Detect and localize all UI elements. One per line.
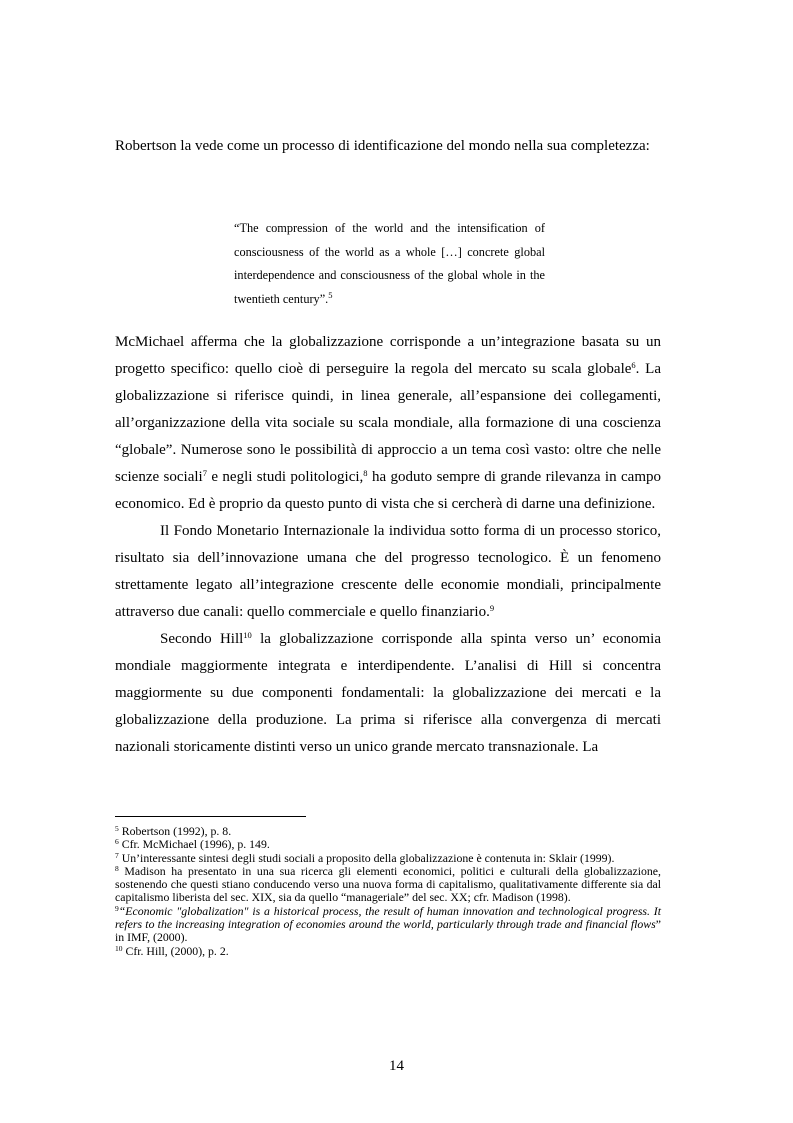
footnote-10 bbox=[115, 945, 661, 958]
footnote-6 bbox=[115, 838, 661, 851]
footnote-9 bbox=[115, 905, 661, 945]
page-number: 14 bbox=[389, 1058, 404, 1074]
footnote-7 bbox=[115, 852, 661, 865]
text-span: la globalizzazione corrisponde alla spinta verso un’ economia mondiale maggiormente integrata e interdipendente. L’analisi di Hill si concentra maggiormente su due componenti fondamentali: la globalizzazione dei mercati e la globalizzazione della produzione. La prima si riferisce alla convergenza di mercati nazionali storicamente distinti verso un unico grande mercato transnazionale. La bbox=[115, 631, 661, 755]
footnote-text: Cfr. Hill, (2000), p. 2. bbox=[122, 943, 229, 958]
footnote-ref-7[interactable]: 7 bbox=[202, 468, 207, 478]
paragraph-mcmichael bbox=[115, 329, 661, 518]
footnote-number: 5 bbox=[115, 824, 119, 833]
footnote-number: 10 bbox=[115, 943, 123, 953]
text-span: Il Fondo Monetario Internazionale la individua sotto forma di un processo storico, risultato sia dell’innovazione umana che del progresso tecnologico. È un fenomeno strettamente legato all’integrazione crescente delle economie mondiali, principalmente attraverso due canali: quello commerciale e quello finanziario. bbox=[115, 523, 661, 620]
footnote-text: Madison ha presentato in una sua ricerca gli elementi economici, politici e culturali della globalizzazione, sostenendo che questi stiano conducendo verso una nuova forma di capitalismo, qualitativamente differente sia dal capitalismo liberista del sec. XIX, sia da quello “manageriale” del sec. XX; cfr. Madison (1998). bbox=[115, 863, 661, 905]
footnote-italic-text: “Economic "globalization" is a historical process, the result of human innovation and technological progress. It refers to the increasing integration of economies around the world, particularly through trade and financial flows bbox=[115, 903, 661, 932]
footnote-number: 6 bbox=[115, 837, 119, 847]
footnote-ref-10[interactable]: 10 bbox=[243, 630, 252, 640]
footnote-number: 9 bbox=[115, 903, 119, 913]
footnote-ref-9[interactable]: 9 bbox=[489, 603, 495, 613]
text-span: e negli studi politologici, bbox=[206, 469, 364, 485]
footnote-8 bbox=[115, 865, 661, 905]
intro-paragraph bbox=[115, 133, 661, 160]
footnote-ref-6[interactable]: 6 bbox=[631, 360, 636, 370]
footnote-separator bbox=[115, 816, 306, 817]
footnotes bbox=[115, 825, 661, 958]
block-quote bbox=[234, 217, 545, 311]
paragraph-imf bbox=[115, 518, 661, 626]
paragraph-hill bbox=[115, 626, 661, 761]
footnote-number: 8 bbox=[115, 863, 119, 873]
footnote-ref-5[interactable]: 5 bbox=[328, 289, 333, 300]
footnote-text: Cfr. McMichael (1996), p. 149. bbox=[118, 837, 270, 852]
main-text bbox=[115, 329, 661, 761]
footnote-ref-8[interactable]: 8 bbox=[363, 468, 368, 478]
text-span: . La globalizzazione si riferisce quindi, in linea generale, all’espansione dei collegamenti, all’organizzazione della vita sociale su scala mondiale, alla formazione di una coscienza “globale”. Numerose sono le possibilità di approccio a un tema così vasto: oltre che nelle scienze sociali bbox=[115, 361, 661, 485]
footnote-text: Robertson (1992), p. 8. bbox=[118, 824, 232, 838]
text-span: ha goduto sempre di grande rilevanza in campo economico. Ed è proprio da questo punto di vista che si cercherà di darne una definizione. bbox=[115, 469, 661, 512]
intro-text: Robertson la vede come un processo di identificazione del mondo nella sua completezza: bbox=[115, 138, 650, 154]
quote-text: “The compression of the world and the intensification of consciousness of the world as a whole […] concrete global interdependence and consciousness of the global whole in the twentieth century”. bbox=[234, 221, 545, 306]
text-span: Secondo Hill bbox=[160, 631, 244, 647]
footnote-number: 7 bbox=[115, 850, 119, 860]
footnote-5 bbox=[115, 825, 661, 838]
text-span: McMichael afferma che la globalizzazione corrisponde a un’integrazione basata su un progetto specifico: quello cioè di perseguire la regola del mercato su scala globale bbox=[115, 334, 661, 377]
footnote-text: Un’interessante sintesi degli studi sociali a proposito della globalizzazione è contenuta in: Sklair (1999). bbox=[118, 850, 615, 865]
footnote-text: ” in IMF, (2000). bbox=[115, 917, 661, 945]
